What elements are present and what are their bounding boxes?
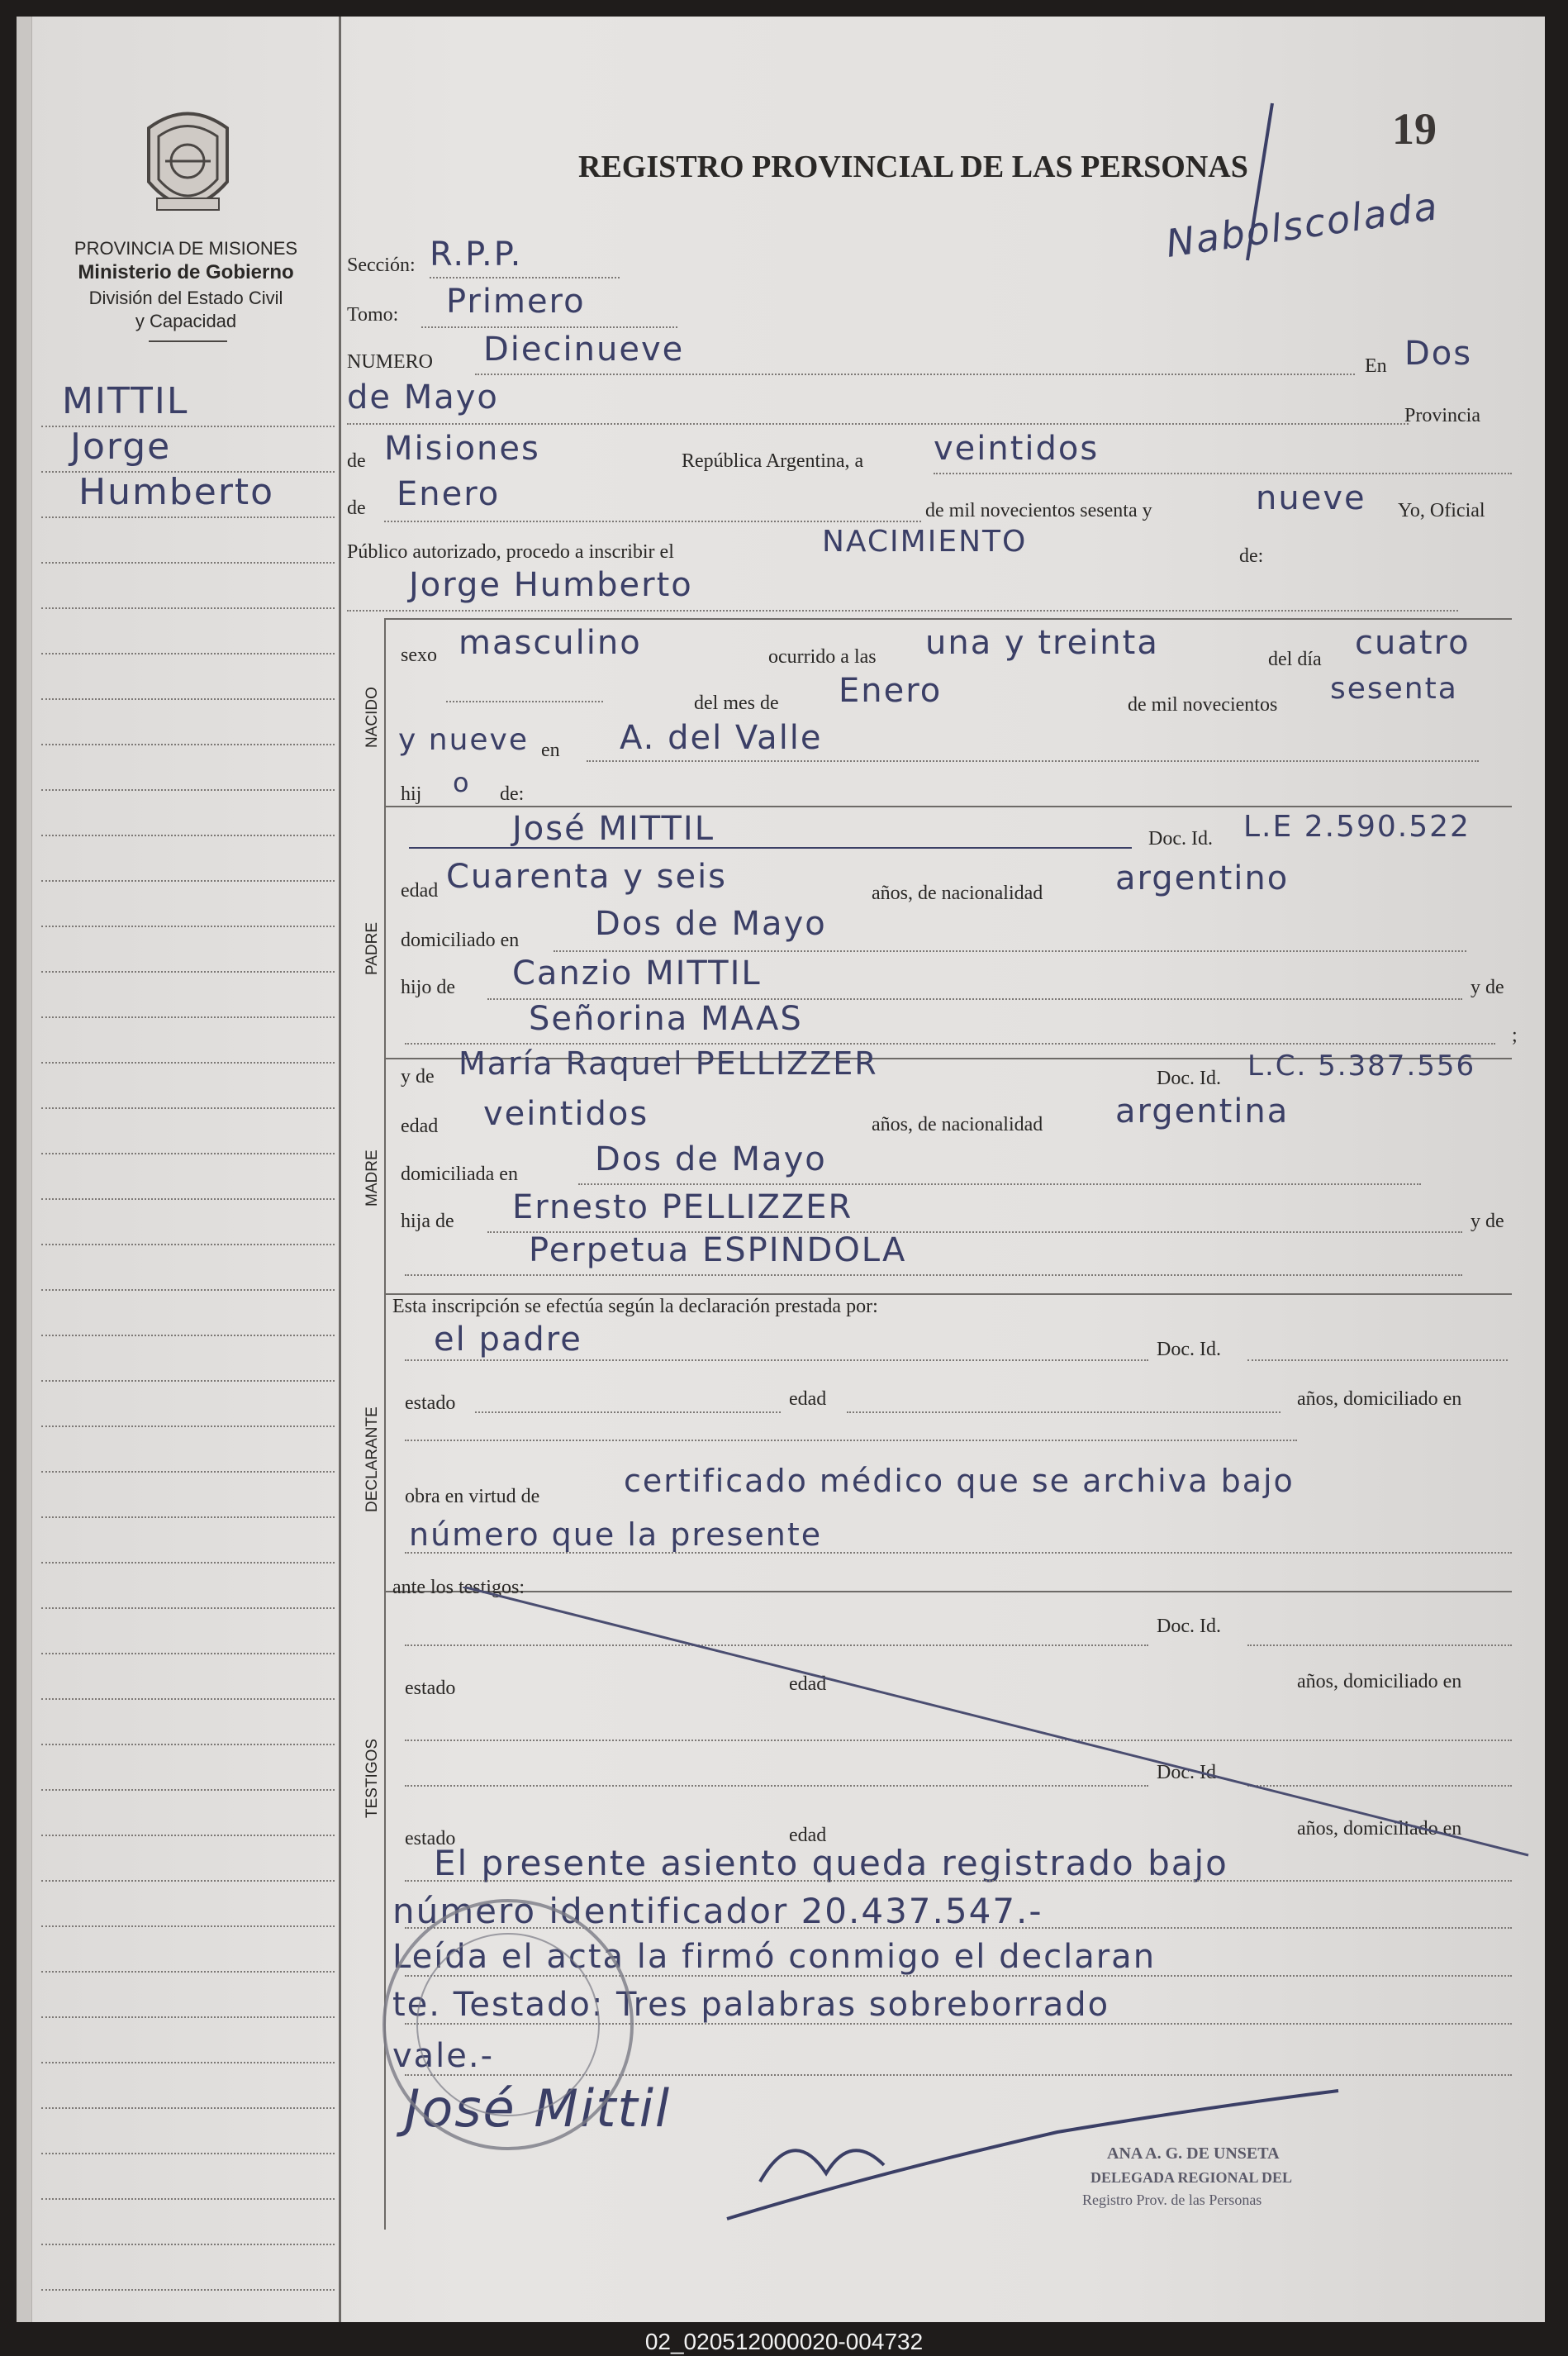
document-page	[17, 17, 1545, 2322]
strike-through-line	[463, 1587, 1537, 1859]
left-dotted-line	[41, 607, 335, 609]
del-mes-label: del mes de	[694, 693, 779, 714]
left-dotted-line	[41, 2062, 335, 2063]
left-dotted-line	[41, 653, 335, 654]
document-title: REGISTRO PROVINCIAL DE LAS PERSONAS	[578, 150, 1248, 184]
left-dotted-line	[41, 562, 335, 564]
dotted-line	[554, 950, 1466, 952]
left-dotted-line	[41, 835, 335, 836]
stamp-line-3: Registro Prov. de las Personas	[1082, 2192, 1262, 2208]
provincia-label: Provincia	[1404, 405, 1480, 426]
nacido-mil-label: de mil novecientos	[1128, 694, 1278, 716]
declarante-firma: José Mittil	[405, 2078, 672, 2139]
obra-value-2: número que la presente	[409, 1516, 823, 1553]
madre-section-label: MADRE	[363, 1149, 381, 1207]
division-label-1: División del Estado Civil	[88, 288, 283, 308]
dotted-line	[405, 1274, 1462, 1276]
official-circular-stamp	[372, 1884, 644, 2165]
mes-value: Enero	[397, 475, 501, 513]
dotted-line	[421, 326, 677, 328]
acto-value: NACIMIENTO	[822, 525, 1028, 559]
madre-yde2-label: y de	[1471, 1211, 1504, 1232]
testigo1-doc-label: Doc. Id.	[1157, 1616, 1221, 1637]
declarante-nombre-value: el padre	[434, 1321, 582, 1359]
left-dotted-line	[41, 516, 335, 518]
left-dotted-line	[41, 1562, 335, 1564]
testigo1-edad-label: edad	[789, 1673, 827, 1695]
page-number: 19	[1392, 104, 1437, 154]
file-id-caption: 02_020512000020-004732	[644, 2329, 924, 2354]
dotted-line	[405, 1880, 1512, 1882]
short-divider	[149, 340, 227, 342]
madre-doc-label: Doc. Id.	[1157, 1068, 1221, 1089]
left-dotted-line	[41, 471, 335, 473]
abuelo-paterno-value: Canzio MITTIL	[512, 954, 762, 992]
left-dotted-line	[41, 1516, 335, 1518]
province-label: PROVINCIA DE MISIONES	[74, 238, 298, 259]
padre-domicilio-label: domiciliado en	[401, 930, 520, 951]
left-dotted-line	[41, 789, 335, 791]
nacido-anio-value-2: y nueve	[398, 723, 529, 757]
declarante-estado-label: estado	[405, 1392, 456, 1414]
declarante-anios-label: años, domiciliado en	[1297, 1388, 1462, 1410]
surname-text: MITTIL	[62, 380, 189, 422]
left-dotted-line	[41, 2244, 335, 2245]
testigo1-anios-label: años, domiciliado en	[1297, 1671, 1462, 1692]
numero-value: Diecinueve	[483, 331, 685, 369]
padre-nombre-value: José MITTIL	[512, 810, 715, 848]
left-dotted-line	[41, 1471, 335, 1473]
left-dotted-line	[41, 1198, 335, 1200]
official-signature: Nabolscolada	[1162, 183, 1442, 266]
oficial-label: Yo, Oficial	[1398, 500, 1485, 521]
left-dotted-line	[41, 1880, 335, 1882]
dotted-line	[430, 277, 620, 278]
dotted-line	[405, 1043, 1495, 1045]
dotted-line	[405, 1359, 1148, 1361]
padre-yde-label: y de	[1471, 977, 1504, 998]
second-name-text: Humberto	[78, 471, 275, 513]
testigos-intro-label: ante los testigos:	[392, 1577, 525, 1598]
hij-label: hij	[401, 783, 422, 805]
left-dotted-line	[41, 880, 335, 882]
left-dotted-line	[41, 698, 335, 700]
left-dotted-line	[41, 1016, 335, 1018]
dotted-line	[578, 1183, 1421, 1185]
division-label-2: y Capacidad	[135, 311, 237, 331]
left-dotted-line	[41, 1062, 335, 1064]
left-dotted-line	[41, 1107, 335, 1109]
dotted-line	[847, 1411, 1281, 1413]
nota-line-2: número identificador 20.437.547.-	[392, 1891, 1043, 1931]
abuelo-materno-value: Ernesto PELLIZZER	[512, 1188, 853, 1226]
mil-label: de mil novecientos sesenta y	[925, 500, 1152, 521]
testigo1-estado-label: estado	[405, 1678, 456, 1699]
testigos-section-label: TESTIGOS	[363, 1738, 381, 1818]
left-dotted-line	[41, 1789, 335, 1791]
madre-nac-label: años, de nacionalidad	[872, 1114, 1043, 1135]
nota-line-5: vale.-	[392, 2037, 495, 2075]
madre-hija-label: hija de	[401, 1211, 454, 1232]
padre-doc-value: L.E 2.590.522	[1243, 810, 1471, 844]
section-divider	[384, 618, 1512, 620]
tomo-label: Tomo:	[347, 304, 399, 326]
dia-value: veintidos	[934, 430, 1100, 468]
de-colon-label: de:	[1239, 545, 1264, 567]
declarante-section-label: DECLARANTE	[363, 1406, 381, 1512]
tomo-value: Primero	[446, 283, 586, 321]
left-dotted-line	[41, 426, 335, 427]
padre-edad-label: edad	[401, 880, 439, 902]
del-dia-label: del día	[1268, 649, 1322, 670]
left-dotted-line	[41, 2289, 335, 2291]
left-dotted-line	[41, 1835, 335, 1836]
hij-value: o	[453, 767, 471, 798]
provincia-value: Misiones	[384, 430, 540, 468]
madre-edad-label: edad	[401, 1116, 439, 1137]
left-dotted-line	[41, 744, 335, 745]
left-dotted-line	[41, 1244, 335, 1245]
ministry-label: Ministerio de Gobierno	[78, 261, 294, 283]
left-dotted-line	[41, 2198, 335, 2200]
seccion-value: R.P.P.	[430, 236, 523, 274]
en-label: En	[1365, 355, 1387, 377]
abuela-paterna-value: Señorina MAAS	[529, 1000, 803, 1038]
testigo2-anios-label: años, domiciliado en	[1297, 1818, 1462, 1840]
padre-nac-value: argentino	[1115, 859, 1290, 897]
mes-label: de	[347, 497, 366, 519]
left-dotted-line	[41, 1153, 335, 1154]
left-dotted-line	[41, 926, 335, 927]
padre-doc-label: Doc. Id.	[1148, 828, 1213, 850]
publico-label: Público autorizado, procedo a inscribir el	[347, 541, 674, 563]
obra-value: certificado médico que se archiva bajo	[624, 1463, 1295, 1499]
madre-nombre-value: María Raquel PELLIZZER	[459, 1045, 878, 1082]
left-dotted-line	[41, 971, 335, 973]
nacido-en-label: en	[541, 740, 560, 761]
left-dotted-line	[41, 1425, 335, 1427]
madre-yde-label: y de	[401, 1066, 435, 1088]
anio-value: nueve	[1256, 479, 1366, 517]
declarante-edad-label: edad	[789, 1388, 827, 1410]
left-dotted-line	[41, 1335, 335, 1336]
padre-nac-label: años, de nacionalidad	[872, 883, 1043, 904]
republica-label: República Argentina, a	[682, 450, 864, 472]
dotted-line	[475, 1411, 781, 1413]
nota-line-1: El presente asiento queda registrado bajo	[434, 1843, 1228, 1883]
sexo-label: sexo	[401, 645, 437, 666]
padre-edad-value: Cuarenta y seis	[446, 858, 728, 896]
nombre-value: Jorge Humberto	[409, 566, 693, 604]
left-dotted-line	[41, 1971, 335, 1973]
obra-label: obra en virtud de	[405, 1486, 540, 1507]
testigo2-edad-label: edad	[789, 1825, 827, 1846]
nacido-lugar-value: A. del Valle	[620, 719, 823, 757]
testigo2-estado-label: estado	[405, 1828, 456, 1849]
dotted-line	[405, 1440, 1297, 1441]
padre-hijo-label: hijo de	[401, 977, 455, 998]
madre-domicilio-label: domiciliada en	[401, 1164, 518, 1185]
left-dotted-line	[41, 1289, 335, 1291]
madre-domicilio-value: Dos de Mayo	[595, 1140, 827, 1178]
padre-section-label: PADRE	[363, 921, 381, 975]
signature-stroke	[1214, 95, 1297, 277]
madre-edad-value: veintidos	[483, 1095, 649, 1133]
declarante-doc-label: Doc. Id.	[1157, 1339, 1221, 1360]
nota-line-4: te. Testado: Tres palabras sobreborrado	[392, 1986, 1110, 2024]
hora-value: una y treinta	[925, 624, 1159, 662]
numero-label: NUMERO	[347, 351, 434, 373]
madre-doc-value: L.C. 5.387.556	[1247, 1049, 1476, 1083]
left-dotted-line	[41, 2107, 335, 2109]
nacido-anio-value-1: sesenta	[1330, 672, 1458, 706]
sexo-value: masculino	[459, 624, 642, 662]
padre-domicilio-value: Dos de Mayo	[595, 905, 827, 943]
provincial-seal	[132, 103, 244, 227]
nacido-mes-value: Enero	[839, 672, 943, 710]
section-divider	[384, 1293, 1512, 1295]
dotted-line	[475, 374, 1355, 375]
left-dotted-line	[41, 1925, 335, 1927]
ocurrido-label: ocurrido a las	[768, 646, 877, 668]
left-dotted-line	[41, 1607, 335, 1609]
dotted-line	[405, 1552, 1512, 1554]
padre-nombre-line	[409, 847, 1132, 849]
left-dotted-line	[41, 1380, 335, 1382]
testigo2-doc-label: Doc. Id.	[1157, 1762, 1221, 1783]
madre-nac-value: argentina	[1115, 1092, 1290, 1130]
dotted-line	[1247, 1359, 1508, 1361]
declarante-intro-label: Esta inscripción se efectúa según la declaración prestada por:	[392, 1296, 878, 1317]
dotted-line	[347, 610, 1458, 612]
en-value: Dos	[1404, 335, 1473, 373]
stamp-line-1: ANA A. G. DE UNSETA	[1107, 2144, 1280, 2163]
left-dotted-line	[41, 2153, 335, 2154]
first-name-text: Jorge	[70, 426, 172, 468]
dotted-line	[587, 760, 1479, 762]
hij-de-label: de:	[500, 783, 525, 805]
padre-semicolon: ;	[1512, 1025, 1518, 1046]
section-divider	[384, 806, 1512, 807]
dotted-line	[347, 423, 1409, 425]
nota-line-3: Leída el acta la firmó conmigo el declaran	[392, 1938, 1157, 1976]
left-dotted-line	[41, 2016, 335, 2018]
left-dotted-line	[41, 1653, 335, 1654]
abuela-materna-value: Perpetua ESPINDOLA	[529, 1231, 907, 1269]
left-dotted-line	[41, 1698, 335, 1700]
dotted-line	[934, 473, 1512, 474]
left-dotted-line	[41, 1744, 335, 1745]
nacido-section-label: NACIDO	[363, 687, 381, 748]
left-margin-column	[17, 17, 341, 2322]
lugar-value: de Mayo	[347, 378, 499, 416]
nacido-dia-value: cuatro	[1355, 624, 1471, 662]
dotted-line	[384, 521, 921, 522]
seccion-label: Sección:	[347, 255, 416, 276]
de-label: de	[347, 450, 366, 472]
dotted-line	[446, 701, 603, 702]
stamp-line-2: DELEGADA REGIONAL DEL	[1090, 2169, 1293, 2186]
